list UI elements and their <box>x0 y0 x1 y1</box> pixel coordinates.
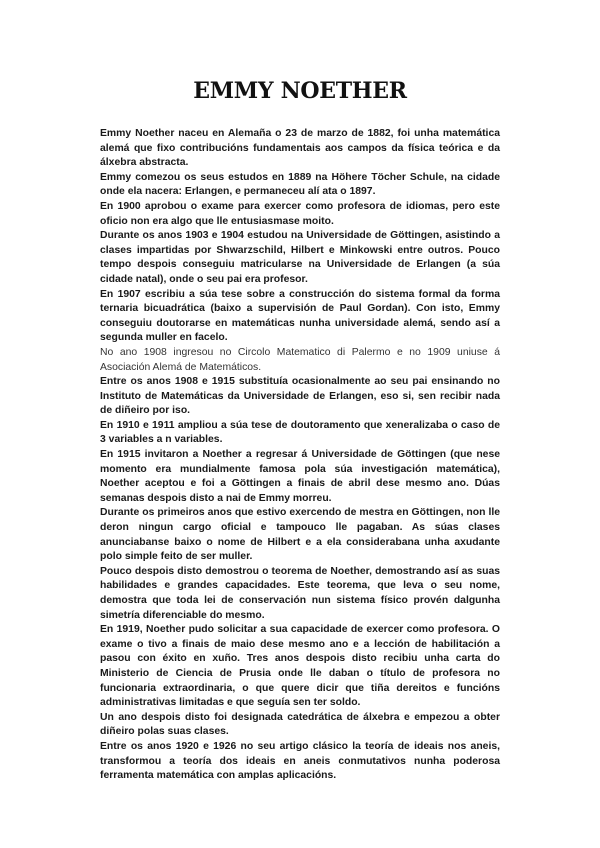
paragraph-birth: Emmy Noether naceu en Alemaña o 23 de marzo de 1882, foi unha matemática alemá que fixo contribucións fundamentais aos campos da física teórica e da álxebra abstracta. <box>100 128 500 169</box>
paragraph-substitute-teaching: Entre os anos 1908 e 1915 substituía ocasionalmente ao seu pai ensinando no Instituto de Matemáticas da Universidade de Erlangen, eso si, sen recibir nada de diñeiro por iso. <box>100 376 500 417</box>
document-body <box>100 127 500 784</box>
paragraph-associations: No ano 1908 ingresou no Circolo Matematico di Palermo e no 1909 uniuse á Asociación Alemá de Matemáticos. <box>100 346 500 373</box>
paragraph-habilitation: En 1919, Noether pudo solicitar a sua capacidade de exercer como profesora. O exame o tivo a finais de maio dese mesmo ano e a lección de habilitación a pasou con éxito en xuño. Tres anos despois disto recibiu unha carta do Ministerio de Ciencia de Prusia onde lle daban o título de profesora no funcionaria extraordinaria, o que quere dicir que tiña dereitos e funcións administrativas limitadas e que seguía sen ter soldo. <box>100 624 500 709</box>
paragraph-noether-theorem: Pouco despois disto demostrou o teorema de Noether, demostrando así as suas habilidades e grandes capacidades. Este teorema, que leva o seu nome, demostra que toda lei de conservación nun sistema físico provén dalgunha simetría diferenciable do mesmo. <box>100 565 500 621</box>
paragraph-return-gottingen: En 1915 invitaron a Noether a regresar á Universidade de Göttingen (que nese momento era mundialmente famosa pola súa investigación matemática), Noether aceptou e foi a Göttingen a finais de abril dese mesmo ano. Dúas semanas despois disto a nai de Emmy morreu. <box>100 449 500 504</box>
document-title: EMMY NOETHER <box>193 78 407 104</box>
paragraph-gottingen-studies: Durante os anos 1903 e 1904 estudou na Universidade de Göttingen, asistindo a clases impartidas por Shwarzschild, Hilbert e Minkowski entre outros. Pouco tempo despois conseguiu matricularse na Universidade de Erlangen (a súa cidade natal), onde o seu pai era profesor. <box>100 230 500 285</box>
paragraph-ideal-theory: Entre os anos 1920 e 1926 no seu artigo clásico la teoría de ideais nos aneis, transformou a teoría dos ideais en aneis conmutativos nunha poderosa ferramenta matemática con amplas aplicacións. <box>100 740 500 782</box>
paragraph-teacher-exam: En 1900 aprobou o exame para exercer como profesora de idiomas, pero este oficio non era algo que lle entusiasmase moito. <box>100 200 500 227</box>
paragraph-chair: Un ano despois disto foi designada catedrática de álxebra e empezou a obter diñeiro polas suas clases. <box>100 711 500 738</box>
paragraph-early-studies: Emmy comezou os seus estudos en 1889 na Höhere Töcher Schule, na cidade onde ela nacera: Erlangen, e permaneceu alí ata o 1897. <box>100 171 500 198</box>
paragraph-thesis-extension: En 1910 e 1911 ampliou a súa tese de doutoramento que xeneralizaba o caso de 3 variables a n variables. <box>100 419 500 446</box>
paragraph-unpaid-teaching: Durante os primeiros anos que estivo exercendo de mestra en Göttingen, non lle deron ningun cargo oficial e tampouco lle pagaban. As súas clases anunciabanse baixo o nome de Hilbert e a ela considerabana unha axudante polo simple feito de ser muller. <box>100 507 500 563</box>
paragraph-thesis: En 1907 escribiu a súa tese sobre a construcción do sistema formal da forma ternaria bicuadrática (baixo a supervisión de Paul Gordan). Con isto, Emmy conseguiu doutorarse en matemáticas nunha universidade alemá, sendo así a segunda muller en facelo. <box>100 288 500 344</box>
